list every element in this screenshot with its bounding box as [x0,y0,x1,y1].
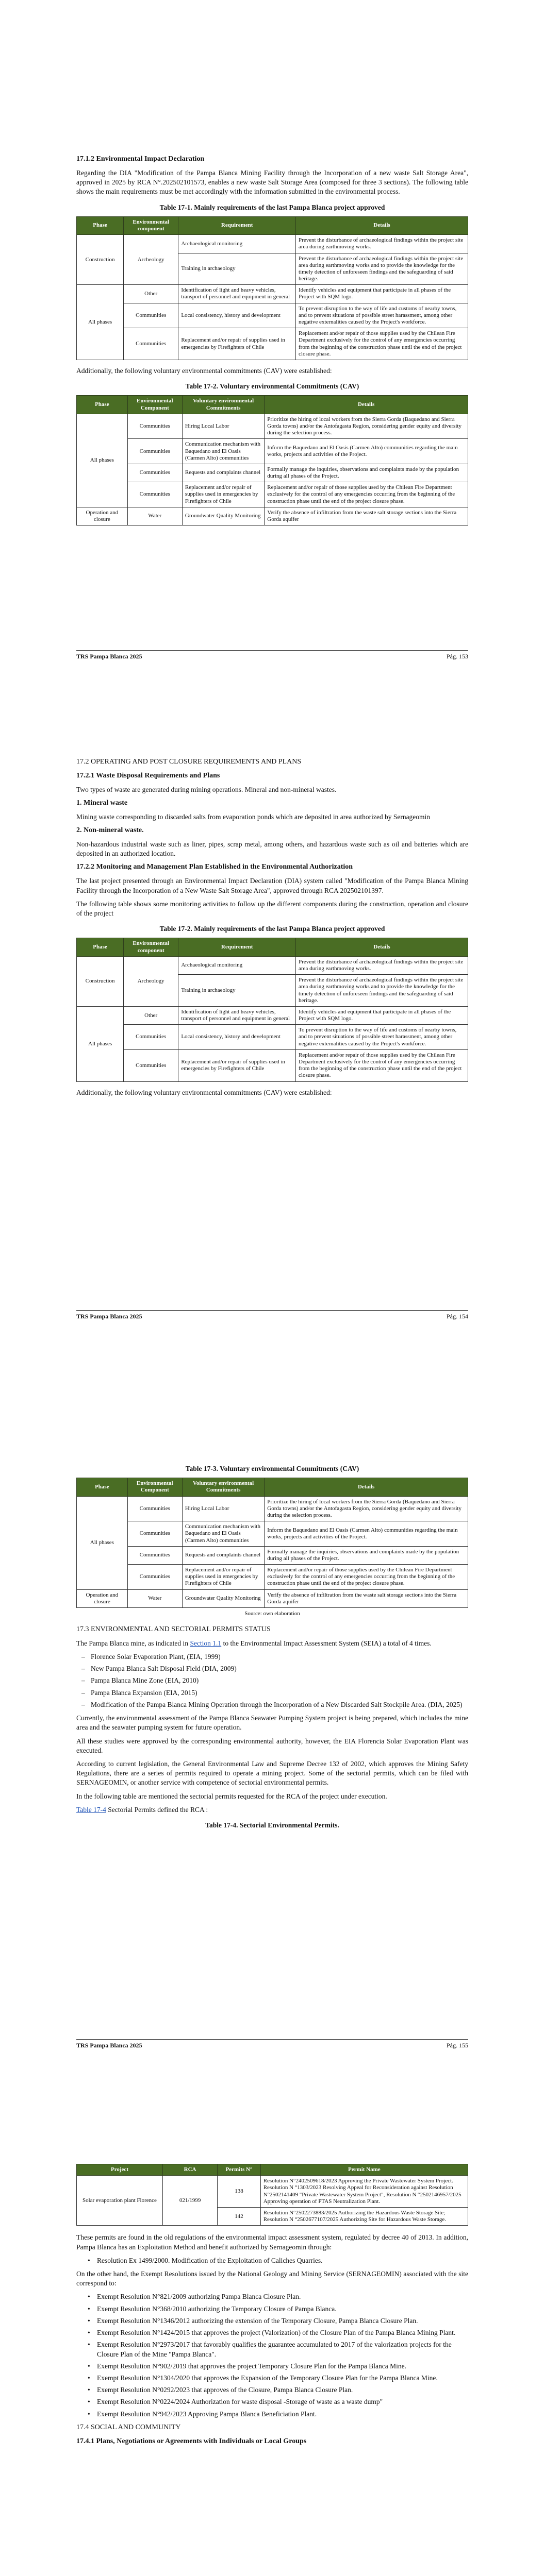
page-footer [76,650,468,660]
cell-commitment: Hiring Local Labor [182,1496,264,1521]
cell-phase: All phases [77,285,124,360]
list-item: – Modification of the Pampa Blanca Mining Operation through the Incorporation of a New Discarded Salt Stockpile Area. (DIA, 2025) [91,1700,468,1709]
cell-details: Replacement and/or repair of those supplies used by the Chilean Fire Department exclusively for the control of any emergencies occurring from the beginning of the construction phase until the end of the project closure phase. [265,1565,468,1590]
cell-requirement: Archaeological monitoring [178,235,296,253]
paragraph-table-ref [76,1805,468,1815]
col-header-commitment: Voluntary environmental Commitments [182,1478,264,1496]
cell-component: Communities [127,1521,182,1547]
col-header-details: Details [265,396,468,414]
col-header-commitment: Voluntary environmental Commitments [182,396,264,414]
table-row [77,1521,468,1547]
table-row [77,328,468,360]
paragraph-cav-intro: Additionally, the following voluntary environmental commitments (CAV) were established: [76,366,332,375]
paragraph: All these studies were approved by the corresponding environmental authority, however, the EIA Florencia Solar Evaporation Plant was executed. [76,1737,468,1754]
cell-commitment: Replacement and/or repair of supplies used in emergencies by Firefighters of Chile [182,1565,264,1590]
table-row [77,1496,468,1521]
cell-component: Communities [127,464,182,482]
cell-permit-number: 138 [218,2176,260,2208]
cell-commitment: Hiring Local Labor [182,414,264,439]
cell-commitment: Replacement and/or repair of supplies used in emergencies by Firefighters of Chile [182,482,264,507]
table-row [77,2176,468,2208]
list-item: • Exempt Resolution N°1346/2012 authorizing the extension of the Temporary Closure, Pampa Blanca Closure Plan. [97,2316,468,2326]
cell-details: Verify the absence of infiltration from the waste salt storage sections into the Sierra Gorda aquifer [265,1589,468,1607]
paragraph: These permits are found in the old regulations of the environmental impact assessment system, regulated by decree 40 of 2013. In addition, Pampa Blanca has an Exploitation Method and benefit authorized by Sernageomin through: [76,2233,468,2251]
col-header-rca: RCA [162,2164,217,2176]
cell-component: Other [124,1006,178,1024]
table-row [77,439,468,464]
page-number: Pág. 153 [447,653,468,660]
cell-component: Communities [124,303,178,328]
cell-details: Replacement and/or repair of those supplies used by the Chilean Fire Department exclusively for the control of any emergencies occurring from the beginning of the construction phase until the end of the project closure phase. [296,328,468,360]
cell-component: Communities [127,1565,182,1590]
section-title: 17.3 ENVIRONMENTAL AND SECTORIAL PERMITS STATUS [76,1625,271,1633]
cav-table [76,395,468,526]
cell-component: Water [127,507,182,525]
table-row [77,482,468,507]
cell-details: Replacement and/or repair of those supplies used by the Chilean Fire Department exclusively for the control of any emergencies occurring from the beginning of the construction phase until the end of the project closure phase. [265,482,468,507]
footer-title: TRS Pampa Blanca 2025 [76,2042,142,2049]
list-item: • Exempt Resolution N°1304/2020 that approves the Expansion of the Temporary Closure Plan for the Pampa Blanca Mine. [97,2374,468,2383]
cell-project: Solar evaporation plant Florence [77,2176,163,2226]
cell-phase: All phases [77,1496,128,1589]
paragraph-intro: Regarding the DIA "Modification of the Pampa Blanca Mining Facility through the Incorporation of a new waste Salt Storage Area", approved in 2025 by RCA N°.202502101573, enables a new waste Salt Storage Area (composed for three 3 sections). The following table shows the main requirements must be met accordingly with the information submitted in the environmental process. [76,168,468,196]
paragraph: Currently, the environmental assessment of the Pampa Blanca Seawater Pumping System project is being prepared, which includes the mine area and the seawater pumping system for future operation. [76,1714,468,1732]
section-title: 17.2 OPERATING AND POST CLOSURE REQUIREMENTS AND PLANS [76,758,302,766]
table-row [77,414,468,439]
list-item: • Exempt Resolution N°0224/2024 Authorization for waste disposal -Storage of waste as a waste dump" [97,2397,468,2406]
col-header-permit-name: Permit Name [260,2164,468,2176]
table-caption: Table 17-4. Sectorial Environmental Permits. [205,1821,339,1829]
cell-details: Formally manage the inquiries, observations and complaints made by the population during all phases of the Project. [265,464,468,482]
table-ref-text: Sectorial Permits defined the RCA : [108,1805,208,1814]
footer-title: TRS Pampa Blanca 2025 [76,1313,142,1320]
table-row [77,303,468,328]
paragraph: The following table shows some monitoring activities to follow up the different components during the construction, operation and closure of the project [76,900,468,917]
col-header-requirement: Requirement [178,938,296,956]
col-header-component: Environmental Component [127,396,182,414]
table-row [77,235,468,253]
section-title: 17.1.2 Environmental Impact Declaration [76,155,205,163]
list-item: • Exempt Resolution N°0292/2023 that approves of the Closure, Pampa Blanca Closure Plan. [97,2385,468,2395]
requirements-table [76,216,468,360]
table-row [77,1546,468,1564]
cell-details: Inform the Baquedano and El Oasis (Carmen Alto) communities regarding the main works, projects and activities of the Project. [265,439,468,464]
subsection-title: 17.4.1 Plans, Negotiations or Agreements with Individuals or Local Groups [76,2437,307,2445]
cell-commitment: Communication mechanism with Baquedano and El Oasis (Carmen Alto) communities [182,1521,264,1547]
cell-component: Communities [127,414,182,439]
cell-requirement: Local consistency, history and development [178,1025,296,1050]
table-link[interactable]: Table 17-4 [76,1805,106,1814]
cell-details: Prevent the disturbance of archaeological findings within the project site area during earthmoving works and to provide the knowledge for the timely detection of unforeseen findings and the safeguarding of said heritage. [296,975,468,1007]
page-footer [76,1310,468,1320]
cell-requirement: Identification of light and heavy vehicles, transport of personnel and equipment in general [178,1006,296,1024]
cell-permit-name: Resolution N°2502273883/2025 Authorizing the Hazardous Waste Storage Site; Resolution N °2502677107/2025 Authorizing Site for Hazardous Waste Storage. [260,2207,468,2225]
non-mineral-waste-title: 2. Non-mineral waste. [76,826,144,835]
paragraph: Mining waste corresponding to discarded salts from evaporation ponds which are deposited in area authorized by Sernageomin [76,812,431,821]
cell-commitment: Groundwater Quality Monitoring [182,507,264,525]
page-155-content [76,1458,468,1834]
cell-component: Archeology [124,235,178,285]
col-header-requirement: Requirement [178,216,296,234]
subsection-title: 17.2.2 Monitoring and Management Plan Established in the Environmental Authorization [76,863,353,871]
cell-requirement: Training in archaeology [178,253,296,285]
cell-component: Communities [124,1025,178,1050]
footer-title: TRS Pampa Blanca 2025 [76,653,142,660]
table-caption: Table 17-2. Mainly requirements of the last Pampa Blanca project approved [159,925,385,933]
page-number: Pág. 155 [447,2042,468,2049]
cell-component: Other [124,285,178,303]
cell-details: Prevent the disturbance of archaeological findings within the project site area during earthmoving works. [296,956,468,974]
cell-component: Communities [127,1496,182,1521]
table-row [77,1049,468,1081]
cell-details: Replacement and/or repair of those supplies used by the Chilean Fire Department exclusively for the control of any emergencies occurring from the beginning of the construction phase until the end of the project closure phase. [296,1049,468,1081]
cell-permit-name: Resolution N°2402509618/2023 Approving the Private Wastewater System Project. Resolution N °1303/2023 Resolving Appeal for Reconsideration against Resolution N°2502141409 "Private Wastewater System Project", Resolution N °2502146957/2025 Approving operation of PTAS Neutralization Plant. [260,2176,468,2208]
paragraph: Non-hazardous industrial waste such as liner, pipes, scrap metal, among others, and hazardous waste such as oil and batteries which are deposited in an authorized location. [76,840,468,858]
table-row [77,285,468,303]
list-item: • Exempt Resolution N°902/2019 that approves the project Temporary Closure Plan for the Pampa Blanca Mine. [97,2362,468,2371]
page-156-content [76,2164,468,2451]
cell-details: Prioritize the hiring of local workers from the Sierra Gorda (Baquedano and Sierra Gorda towns) and/or the Antofagasta Region, considering gender equity and diversity during the selection process. [265,1496,468,1521]
col-header-details: Details [296,216,468,234]
list-item: • Exempt Resolution N°368/2010 authorizing the Temporary Closure of Pampa Blanca. [97,2304,468,2314]
col-header-project: Project [77,2164,163,2176]
page-154 [0,703,544,1406]
paragraph: Two types of waste are generated during mining operations. Mineral and non-mineral wastes. [76,785,337,793]
table-row [77,1589,468,1607]
cell-rca: 021/1999 [162,2176,217,2226]
col-header-component: Environmental component [124,938,178,956]
cell-requirement: Training in archaeology [178,975,296,1007]
cell-component: Water [127,1589,182,1607]
cell-details: Formally manage the inquiries, observations and complaints made by the population during all phases of the Project. [265,1546,468,1564]
mineral-waste-title: 1. Mineral waste [76,799,128,807]
page-footer [76,2039,468,2049]
cell-details: Identify vehicles and equipment that participate in all phases of the Project with SQM logo. [296,285,468,303]
table-row [77,1025,468,1050]
cell-requirement: Replacement and/or repair of supplies used in emergencies by Firefighters of Chile [178,328,296,360]
cell-commitment: Groundwater Quality Monitoring [182,1589,264,1607]
cell-component: Communities [124,1049,178,1081]
paragraph: On the other hand, the Exempt Resolutions issued by the National Geology and Mining Service (SERNAGEOMIN) associated with the site correspond to: [76,2269,468,2287]
table-row [77,1565,468,1590]
page-154-content [76,757,468,1101]
cell-details: To prevent disruption to the way of life and customs of nearby towns, and to prevent situations of possible street harassment, among other negative externalities caused by the Project's workforce. [296,303,468,328]
cell-phase: Construction [77,956,124,1006]
cell-details: Identify vehicles and equipment that participate in all phases of the Project with SQM logo. [296,1006,468,1024]
cell-phase: Operation and closure [77,507,128,525]
section-title: 17.4 SOCIAL AND COMMUNITY [76,2423,181,2431]
cell-phase: All phases [77,414,128,507]
list-item: • Exempt Resolution N°1424/2015 that approves the project (Valorization) of the Closure Plan of the Pampa Blanca Mining Plant. [97,2328,468,2337]
seia-list [76,1652,468,1709]
paragraph-status-intro: The Pampa Blanca mine, as indicated in Section 1.1 to the Environmental Impact Assessment System (SEIA) a total of 4 times. [76,1639,432,1647]
cell-requirement: Identification of light and heavy vehicles, transport of personnel and equipment in general [178,285,296,303]
paragraph: In the following table are mentioned the sectorial permits requested for the RCA of the project under execution. [76,1792,387,1800]
cell-requirement: Replacement and/or repair of supplies used in emergencies by Firefighters of Chile [178,1049,296,1081]
cell-commitment: Requests and complaints channel [182,1546,264,1564]
table-row [77,1006,468,1024]
col-header-permit-number: Permits N° [218,2164,260,2176]
list-item: • Exempt Resolution N°2973/2017 that favorably qualifies the guarantee accumulated to 2017 of the valorization projects for the Closure Plan of the Mine "Pampa Blanca". [97,2340,468,2359]
table-row [77,507,468,525]
list-item: • Exempt Resolution N°821/2009 authorizing Pampa Blanca Closure Plan. [97,2292,468,2301]
list-item: – Pampa Blanca Mine Zone (EIA, 2010) [91,1676,468,1685]
resolutions-list [76,2292,468,2418]
list-item: – Pampa Blanca Expansion (EIA, 2015) [91,1688,468,1698]
table-source: Source: own elaboration [244,1611,300,1617]
cell-details: Prevent the disturbance of archaeological findings within the project site area during earthmoving works and to provide the knowledge for the timely detection of unforeseen findings and the safeguarding of said heritage. [296,253,468,285]
cell-details: Verify the absence of infiltration from the waste salt storage sections into the Sierra Gorda aquifer [265,507,468,525]
table-caption: Table 17-3. Voluntary environmental Commitments (CAV) [185,1465,359,1472]
requirements-table [76,938,468,1081]
col-header-component: Environmental Component [127,1478,182,1496]
cell-commitment: Communication mechanism with Baquedano and El Oasis (Carmen Alto) communities [182,439,264,464]
cell-details: To prevent disruption to the way of life and customs of nearby towns, and to prevent situations of possible street harassment, among other negative externalities caused by the Project's workforce. [296,1025,468,1050]
cell-component: Communities [124,328,178,360]
page-153 [0,0,544,703]
cell-requirement: Archaeological monitoring [178,956,296,974]
cell-component: Communities [127,482,182,507]
cav-table [76,1478,468,1608]
page-156 [0,2110,544,2576]
col-header-phase: Phase [77,1478,128,1496]
list-item: • Resolution Ex 1499/2000. Modification of the Exploitation of Caliches Quarries. [97,2256,468,2265]
permits-table [76,2164,468,2226]
exploitation-list [76,2256,468,2265]
col-header-details: Details [296,938,468,956]
subsection-title: 17.2.1 Waste Disposal Requirements and Plans [76,771,220,779]
cell-component: Communities [127,439,182,464]
paragraph-cav-intro: Additionally, the following voluntary environmental commitments (CAV) were established: [76,1088,332,1096]
cell-commitment: Requests and complaints channel [182,464,264,482]
cell-component: Archeology [124,956,178,1006]
cell-permit-number: 142 [218,2207,260,2225]
table-caption: Table 17-2. Voluntary environmental Commitments (CAV) [185,382,359,391]
col-header-details: Details [265,1478,468,1496]
cell-phase: All phases [77,1006,124,1081]
col-header-component: Environmental component [124,216,178,234]
list-item: • Exempt Resolution N°942/2023 Approving Pampa Blanca Beneficiation Plant. [97,2410,468,2419]
col-header-phase: Phase [77,216,124,234]
cell-details: Prevent the disturbance of archaeological findings within the project site area during earthmoving works. [296,235,468,253]
list-item: – Florence Solar Evaporation Plant, (EIA, 1999) [91,1652,468,1662]
cell-phase: Construction [77,235,124,285]
col-header-phase: Phase [77,396,128,414]
cell-component: Communities [127,1546,182,1564]
page-number: Pág. 154 [447,1313,468,1320]
list-item: – New Pampa Blanca Salt Disposal Field (DIA, 2009) [91,1664,468,1673]
cell-details: Inform the Baquedano and El Oasis (Carmen Alto) communities regarding the main works, projects and activities of the Project. [265,1521,468,1547]
page-155 [0,1406,544,2110]
section-link[interactable]: Section 1.1 [190,1639,222,1647]
paragraph: According to current legislation, the General Environmental Law and Supreme Decree 132 of 2002, which approves the Mining Safety Regulations, there are a series of permits required to operate a mining project. Some of the sectorial permits, which can be filed with SERNAGEOMIN, or another service with competence of sectorial environmental permits. [76,1759,468,1787]
cell-details: Prioritize the hiring of local workers from the Sierra Gorda (Baquedano and Sierra Gorda towns) and/or the Antofagasta Region, considering gender equity and diversity during the selection process. [265,414,468,439]
paragraph: The last project presented through an Environmental Impact Declaration (DIA) system called "Modification of the Pampa Blanca Mining Facility through the Incorporation of a New Waste Salt Storage Area", approved through RCA 202502101397. [76,877,468,894]
table-row [77,464,468,482]
table-caption: Table 17-1. Mainly requirements of the last Pampa Blanca project approved [159,203,385,211]
cell-requirement: Local consistency, history and development [178,303,296,328]
col-header-phase: Phase [77,938,124,956]
page-153-content [76,155,468,526]
cell-phase: Operation and closure [77,1589,128,1607]
table-row [77,956,468,974]
